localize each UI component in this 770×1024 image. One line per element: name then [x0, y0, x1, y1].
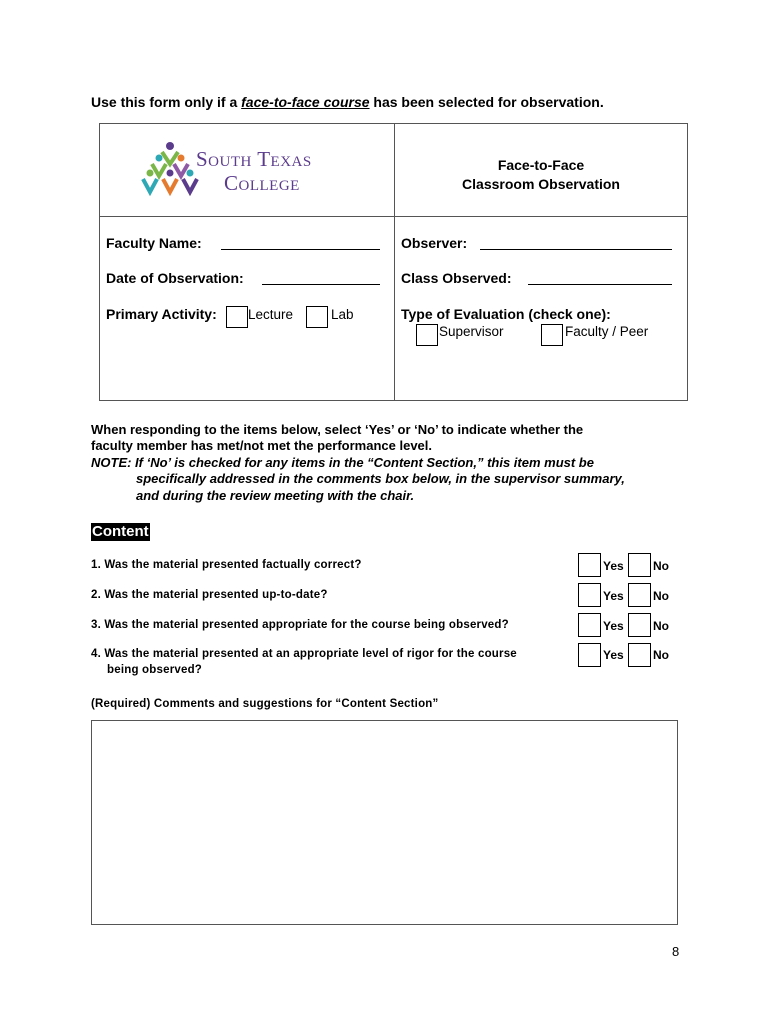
college-logo-icon — [140, 140, 200, 198]
q2-yes-checkbox[interactable] — [578, 583, 601, 607]
note-line2: specifically addressed in the comments box below, in the supervisor summary, — [136, 471, 625, 486]
q1-no-label: No — [653, 559, 669, 573]
q3-no-label: No — [653, 619, 669, 633]
lab-checkbox[interactable] — [306, 306, 328, 328]
logo-line1: South Texas — [196, 147, 312, 171]
question-1: 1. Was the material presented factually correct? — [91, 559, 362, 571]
primary-activity-label: Primary Activity: — [106, 306, 217, 322]
note-line3: and during the review meeting with the chair. — [136, 488, 415, 503]
q1-no-checkbox[interactable] — [628, 553, 651, 577]
question-4-continued: being observed? — [107, 664, 203, 676]
q1-yes-checkbox[interactable] — [578, 553, 601, 577]
q1-yes-label: Yes — [603, 559, 624, 573]
intro-text — [91, 94, 604, 110]
q4-yes-label: Yes — [603, 648, 624, 662]
q2-no-label: No — [653, 589, 669, 603]
class-observed-field[interactable] — [528, 284, 672, 285]
q4-no-label: No — [653, 648, 669, 662]
form-title — [395, 156, 687, 194]
date-of-observation-label: Date of Observation: — [106, 270, 244, 286]
page-number: 8 — [672, 944, 680, 959]
faculty-peer-label: Faculty / Peer — [565, 324, 649, 339]
faculty-name-field[interactable] — [221, 249, 380, 250]
q4-yes-checkbox[interactable] — [578, 643, 601, 667]
lab-label: Lab — [331, 307, 354, 322]
logo-line2: College — [224, 171, 300, 195]
content-section-title: Content — [92, 523, 149, 540]
form-title-line2: Classroom Observation — [462, 176, 620, 192]
comments-textarea[interactable] — [91, 720, 678, 925]
lecture-label: Lecture — [248, 307, 294, 322]
form-title-line1: Face-to-Face — [497, 157, 585, 173]
q2-yes-label: Yes — [603, 589, 624, 603]
observer-field[interactable] — [480, 249, 672, 250]
note-line1: NOTE: If ‘No’ is checked for any items in the “Content Section,” this item must be — [91, 455, 594, 470]
instructions-line1: When responding to the items below, select ‘Yes’ or ‘No’ to indicate whether the — [91, 422, 584, 437]
question-4: 4. Was the material presented at an appropriate level of rigor for the course — [91, 648, 517, 660]
question-3: 3. Was the material presented appropriate for the course being observed? — [91, 619, 509, 631]
college-logo — [140, 140, 360, 200]
lecture-checkbox[interactable] — [226, 306, 248, 328]
instructions-line2: faculty member has met/not met the performance level. — [91, 438, 432, 453]
q2-no-checkbox[interactable] — [628, 583, 651, 607]
class-observed-label: Class Observed: — [401, 270, 512, 286]
q4-no-checkbox[interactable] — [628, 643, 651, 667]
intro-suffix: has been selected for observation. — [369, 94, 604, 110]
q3-yes-label: Yes — [603, 619, 624, 633]
q3-no-checkbox[interactable] — [628, 613, 651, 637]
intro-emphasis: face-to-face course — [241, 94, 370, 110]
table-divider-horizontal — [99, 216, 688, 217]
faculty-peer-checkbox[interactable] — [541, 324, 563, 346]
type-of-evaluation-label: Type of Evaluation (check one): — [401, 306, 611, 322]
supervisor-label: Supervisor — [439, 324, 504, 339]
comments-label: (Required) Comments and suggestions for “Content Section” — [91, 698, 439, 710]
intro-prefix: Use this form only if a — [91, 94, 242, 110]
observer-label: Observer: — [401, 235, 468, 251]
supervisor-checkbox[interactable] — [416, 324, 438, 346]
date-of-observation-field[interactable] — [262, 284, 380, 285]
faculty-name-label: Faculty Name: — [106, 235, 202, 251]
q3-yes-checkbox[interactable] — [578, 613, 601, 637]
question-2: 2. Was the material presented up-to-date? — [91, 589, 328, 601]
